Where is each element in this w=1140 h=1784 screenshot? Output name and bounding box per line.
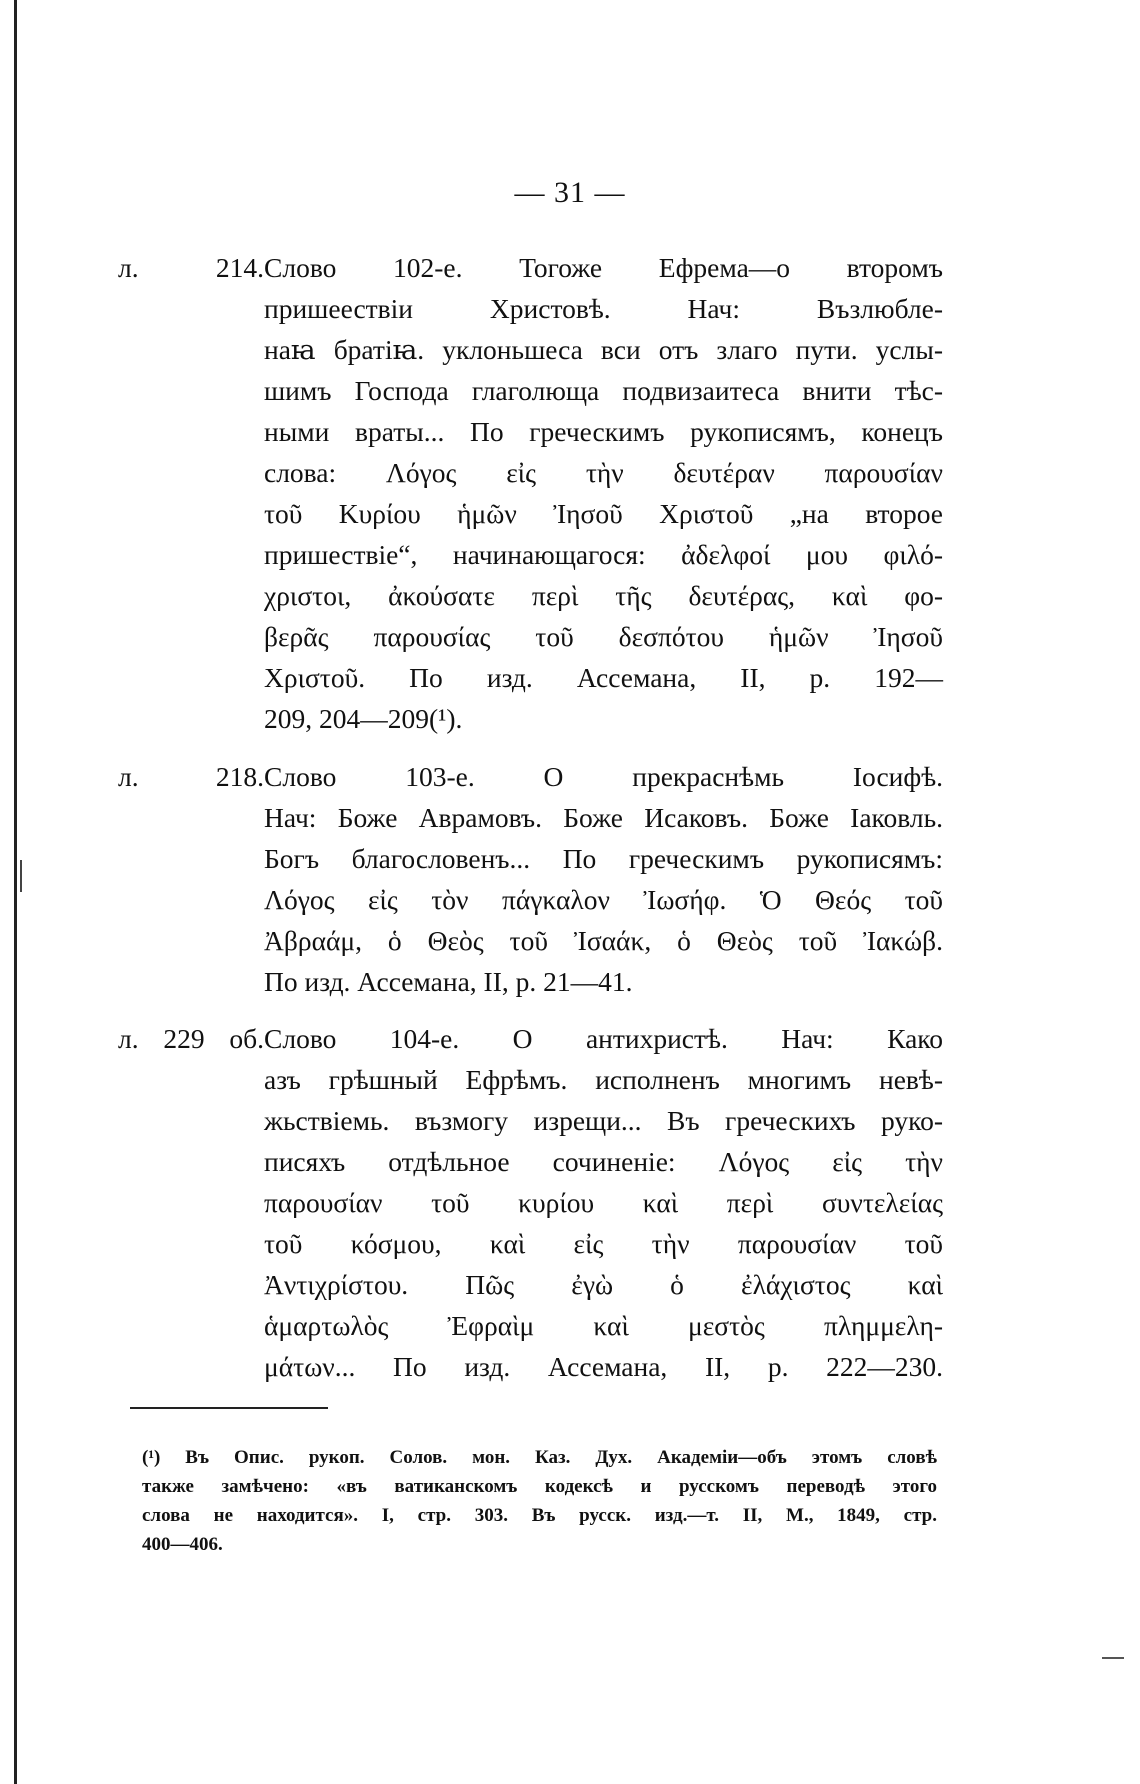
entry-line-text: Слово 103-е. О прекраснѣмь Іосифѣ. — [264, 761, 943, 792]
scan-left-edge — [14, 0, 17, 1784]
entry-line: слова: Λόγος εἰς τὴν δευτέραν παρουσίαν — [264, 457, 943, 488]
footnote-line: слова не находится». I, стр. 303. Въ русск. изд.—т. II, М., 1849, стр. — [142, 1505, 937, 1526]
entry-line: τοῦ κόσμου, καὶ εἰς τὴν παρουσίαν τοῦ — [264, 1228, 943, 1259]
footnote — [142, 1443, 937, 1559]
entry-folio-218 — [118, 756, 943, 1002]
entry-line: жьствіемь. възмогу изрещи... Въ греческихъ руко- — [264, 1105, 943, 1136]
entry-line: βερᾶς παρουσίας τοῦ δεσπότου ἡμῶν Ἰησοῦ — [264, 621, 943, 652]
entry-line: 209, 204—209(¹). — [264, 703, 463, 734]
scan-mark — [20, 860, 22, 892]
entry-line: писяхъ отдѣльное сочиненіе: Λόγος εἰς τὴν — [264, 1146, 943, 1177]
entry-line: ἁμαρτωλὸς Ἐφραὶμ καὶ μεστὸς πλημμελη- — [264, 1310, 943, 1341]
entry-line: наꙗ братіꙗ. уклоньшеса вси отъ злаго пути. услы- — [264, 334, 943, 365]
entry-line: пришеествіи Христовѣ. Нач: Възлюбле- — [264, 293, 943, 324]
entry-line: χριστοι, ἀκούσατε περὶ τῆς δευτέρας, καὶ φο- — [264, 580, 943, 611]
entry-line: τοῦ Κυρίου ἡμῶν Ἰησοῦ Χριστοῦ „на второе — [264, 498, 943, 529]
footnote-line: также замѣчено: «въ ватиканскомъ кодексѣ и русскомъ переводѣ этого — [142, 1476, 937, 1497]
entry-line-text: Слово 102-е. Тогоже Ефрема—о второмъ — [264, 252, 943, 283]
entry-line: шимъ Господа глаголюща подвизаитеса внити тѣс- — [264, 375, 943, 406]
entry-line: По изд. Ассемана, II, р. 21—41. — [264, 966, 633, 997]
entry-line — [118, 1018, 943, 1059]
footnote-line: (¹) Въ Опис. рукоп. Солов. мон. Каз. Дух. Академіи—объ этомъ словѣ — [142, 1447, 937, 1468]
entry-line-text: Слово 104-е. О антихристѣ. Нач: Како — [264, 1023, 943, 1054]
entry-line: азъ грѣшный Ефрѣмъ. исполненъ многимъ невѣ- — [264, 1064, 943, 1095]
entry-line: Богъ благословенъ... По греческимъ рукописямъ: — [264, 843, 943, 874]
folio-label: л. 218. — [118, 761, 264, 792]
entry-line — [118, 247, 943, 288]
page-number: — 31 — — [514, 176, 626, 209]
entry-line: Χριστοῦ. По изд. Ассемана, II, р. 192— — [264, 662, 943, 693]
entry-line: пришествіе“, начинающагося: ἀδελφοί μου φιλό- — [264, 539, 943, 570]
footnote-rule — [130, 1407, 328, 1409]
scan-mark — [1102, 1657, 1124, 1659]
entry-line: Λόγος εἰς τὸν πάγκαλον Ἰωσήφ. Ὁ Θεός τοῦ — [264, 884, 943, 915]
entry-line — [118, 756, 943, 797]
entry-line: μάτων... По изд. Ассемана, II, р. 222—230. — [264, 1351, 943, 1382]
folio-label: л. 229 об. — [118, 1023, 264, 1054]
entry-line: παρουσίαν τοῦ κυρίου καὶ περὶ συντελείας — [264, 1187, 943, 1218]
entry-line: ными враты... По греческимъ рукописямъ, конецъ — [264, 416, 943, 447]
entry-line: Ἀντιχρίστου. Πῶς ἐγὼ ὁ ἐλάχιστος καὶ — [264, 1269, 943, 1300]
entry-folio-229 — [118, 1018, 943, 1387]
folio-label: л. 214. — [118, 252, 264, 283]
entry-line: Ἀβραάμ, ὁ Θεὸς τοῦ Ἰσαάκ, ὁ Θεὸς τοῦ Ἰακώβ. — [264, 925, 943, 956]
entry-line: Нач: Боже Аврамовъ. Боже Исаковъ. Боже Іаковль. — [264, 802, 943, 833]
footnote-line: 400—406. — [142, 1534, 223, 1555]
entry-folio-214 — [118, 247, 943, 739]
